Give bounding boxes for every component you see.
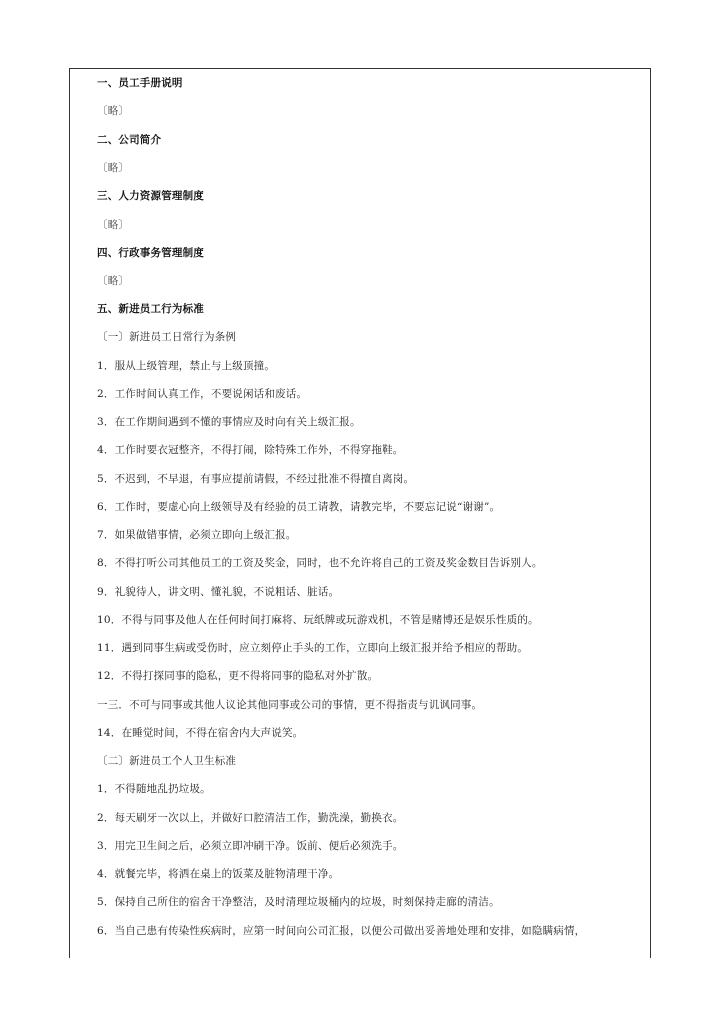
section-heading: 三、人力资源管理制度 bbox=[97, 190, 204, 202]
section-note: 〔略〕 bbox=[97, 162, 130, 174]
list-item: 3．用完卫生间之后，必须立即冲刷干净。饭前、便后必须洗手。 bbox=[97, 840, 404, 852]
list-item: 10．不得与同事及他人在任何时间打麻将、玩纸牌或玩游戏机，不管是赌博还是娱乐性质的。 bbox=[97, 614, 539, 626]
list-item: 1．不得随地乱扔垃圾。 bbox=[97, 783, 211, 795]
section-note: 〔略〕 bbox=[97, 219, 130, 231]
list-item: 14．在睡觉时间，不得在宿舍内大声说笑。 bbox=[97, 727, 304, 739]
list-item: 7．如果做错事情，必须立即向上级汇报。 bbox=[97, 529, 297, 541]
list-item: 2．工作时间认真工作，不要说闲话和废话。 bbox=[97, 388, 308, 400]
section-heading: 一、员工手册说明 bbox=[97, 77, 183, 89]
section-heading: 四、行政事务管理制度 bbox=[97, 247, 204, 259]
list-item: 6．当自己患有传染性疾病时，应第一时间向公司汇报，以便公司做出妥善地处理和安排，如隐瞒病情， bbox=[97, 925, 586, 937]
list-item: 12．不得打探同事的隐私，更不得将同事的隐私对外扩散。 bbox=[97, 670, 379, 682]
list-item: 8．不得打听公司其他员工的工资及奖金，同时，也不允许将自己的工资及奖金数目告诉别人。 bbox=[97, 557, 543, 569]
list-item: 5．保持自己所住的宿舍干净整洁，及时清理垃圾桶内的垃圾，时刻保持走廊的清洁。 bbox=[97, 896, 500, 908]
list-item: 5．不迟到，不早退，有事应提前请假，不经过批准不得擅自离岗。 bbox=[97, 473, 415, 485]
list-item: 9．礼貌待人，讲文明、懂礼貌，不说粗话、脏话。 bbox=[97, 586, 340, 598]
section-heading: 二、公司简介 bbox=[97, 134, 162, 146]
list-item: 2．每天刷牙一次以上，并做好口腔清洁工作，勤洗澡，勤换衣。 bbox=[97, 812, 404, 824]
list-item: 1．服从上级管理，禁止与上级顶撞。 bbox=[97, 360, 276, 372]
list-item: 4．就餐完毕，将洒在桌上的饭菜及脏物清理干净。 bbox=[97, 868, 340, 880]
subsection-title: 〔二〕新进员工个人卫生标准 bbox=[97, 755, 237, 767]
subsection-title: 〔一〕新进员工日常行为条例 bbox=[97, 331, 237, 343]
list-item: 6．工作时，要虚心向上级领导及有经验的员工请教，请教完毕，不要忘记说“谢谢”。 bbox=[97, 501, 501, 513]
list-item: 4．工作时要衣冠整齐，不得打闹，除特殊工作外，不得穿拖鞋。 bbox=[97, 444, 404, 456]
list-item: 11．遇到同事生病或受伤时，应立刻停止手头的工作，立即向上级汇报并给予相应的帮助。 bbox=[97, 642, 529, 654]
section-note: 〔略〕 bbox=[97, 275, 130, 287]
section-note: 〔略〕 bbox=[97, 105, 130, 117]
section-heading: 五、新进员工行为标准 bbox=[97, 303, 204, 315]
list-item: 3．在工作期间遇到不懂的事情应及时向有关上级汇报。 bbox=[97, 416, 361, 428]
list-item: 一三．不可与同事或其他人议论其他同事或公司的事情，更不得指责与讥讽同事。 bbox=[97, 699, 483, 711]
